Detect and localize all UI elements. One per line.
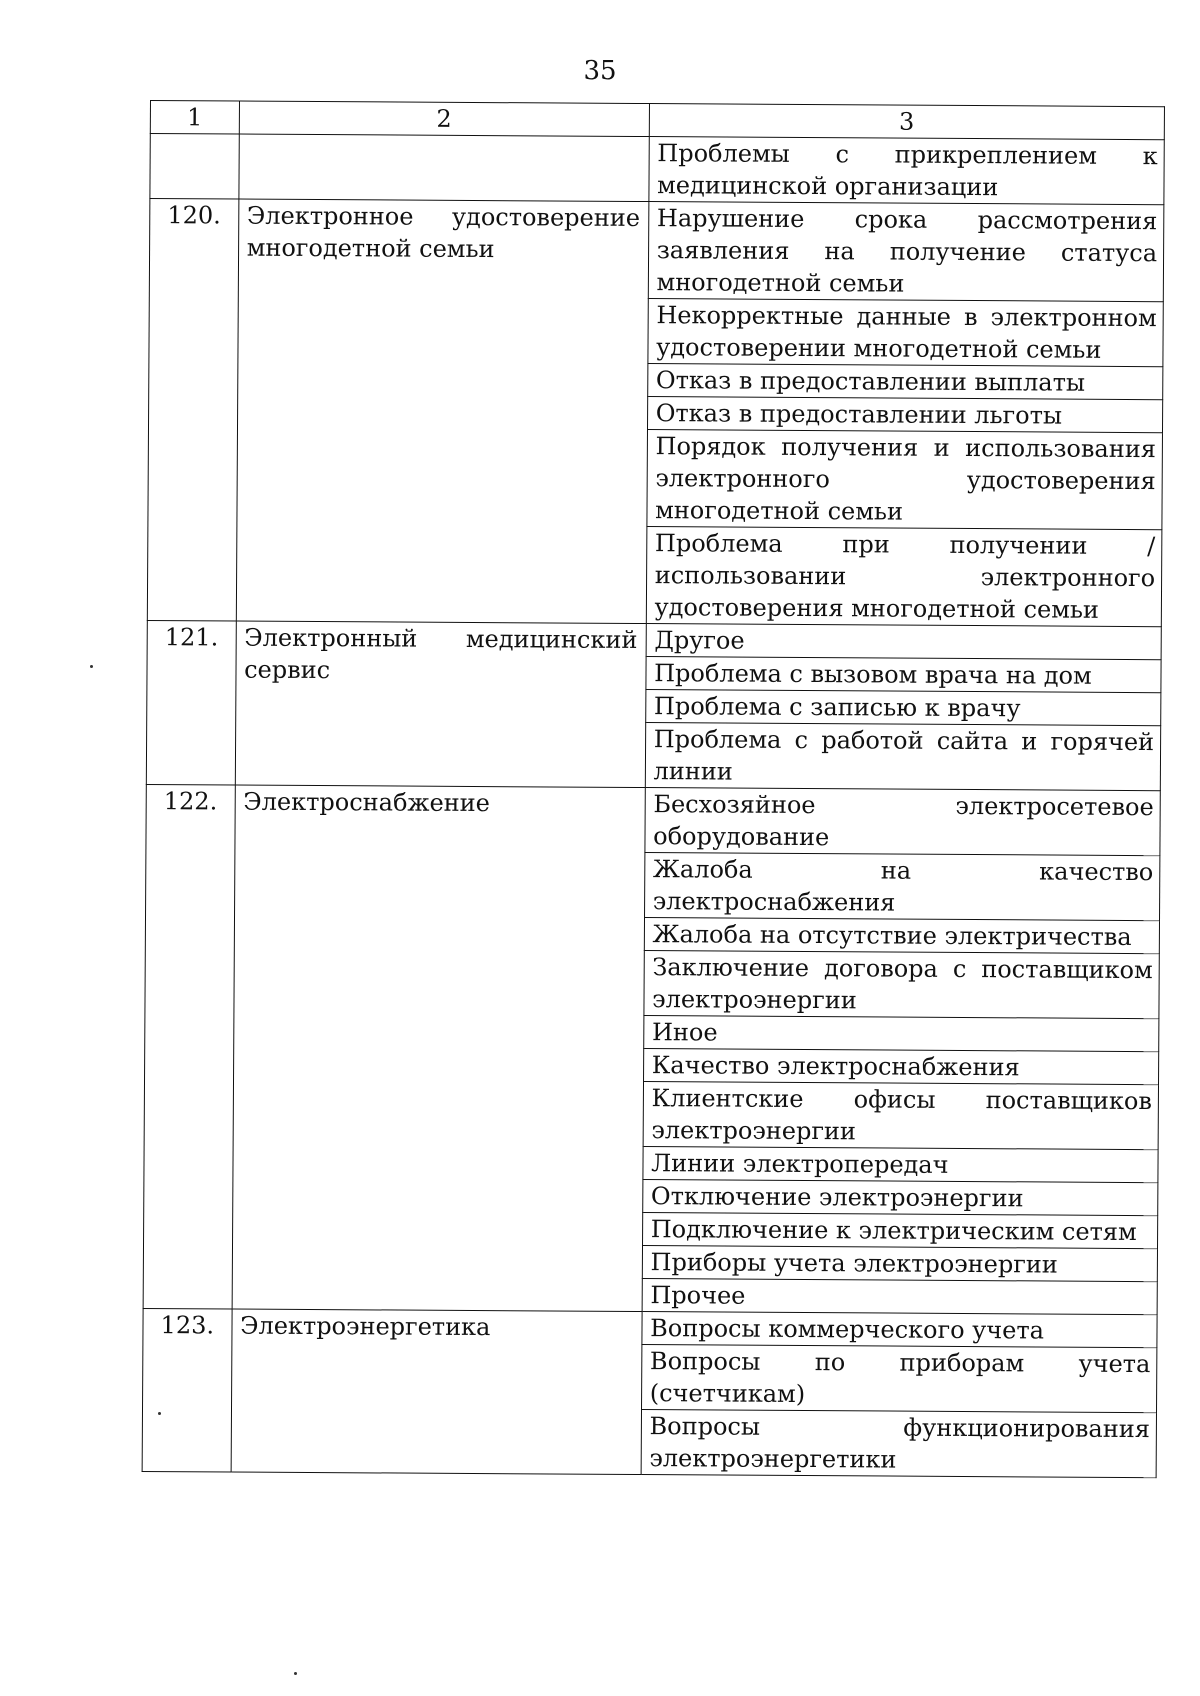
topic-cell: Некорректные данные в электронном удостоверении многодетной семьи: [648, 299, 1164, 367]
table-row: [147, 620, 1161, 659]
topic-cell: Вопросы коммерческого учета: [642, 1312, 1158, 1348]
table-row: [149, 199, 1164, 302]
topic-cell: Отказ в предоставлении льготы: [647, 397, 1163, 433]
page-number: 35: [583, 56, 617, 86]
topic-cell: Качество электроснабжения: [643, 1049, 1159, 1085]
service-name: Электроснабжение: [232, 785, 645, 1311]
table-row: [146, 784, 1160, 855]
topic-cell: Вопросы функционирования электроэнергетики: [641, 1410, 1157, 1478]
topic-cell: Иное: [643, 1016, 1159, 1052]
topic-cell: Проблема с вызовом врача на дом: [646, 657, 1162, 693]
column-header-2: 2: [239, 101, 649, 137]
row-number: 123.: [142, 1308, 232, 1472]
topic-cell: Прочее: [642, 1279, 1158, 1315]
table-row: [143, 1308, 1157, 1347]
topic-cell: Проблема с записью к врачу: [645, 690, 1161, 726]
column-header-1: 1: [150, 101, 239, 135]
service-name: Электроэнергетика: [231, 1309, 642, 1475]
topic-cell: Линии электропередач: [643, 1147, 1159, 1183]
service-name: Электронное удостоверение многодетной семьи: [236, 199, 649, 623]
row-number: [150, 134, 239, 200]
topic-cell: Отключение электроэнергии: [642, 1180, 1158, 1216]
topic-cell: Нарушение срока рассмотрения заявления на получение статуса многодетной семьи: [648, 202, 1164, 302]
topic-cell: Приборы учета электроэнергии: [642, 1246, 1158, 1282]
topic-cell: Заключение договора с поставщиком электроэнергии: [644, 951, 1160, 1019]
table-body: [142, 134, 1164, 1478]
scan-speck: [294, 1672, 297, 1675]
service-name: [239, 134, 649, 202]
column-header-3: 3: [649, 104, 1165, 140]
topic-cell: Отказ в предоставлении выплаты: [647, 364, 1163, 400]
topic-cell: Проблема при получении / использовании электронного удостоверения многодетной семьи: [646, 527, 1162, 627]
topic-cell: Проблема с работой сайта и горячей линии: [645, 723, 1161, 791]
topic-cell: Вопросы по приборам учета (счетчикам): [641, 1345, 1157, 1413]
scan-speck: [158, 1412, 161, 1415]
topic-cell: Подключение к электрическим сетям: [642, 1213, 1158, 1249]
topic-cell: Жалоба на качество электроснабжения: [644, 853, 1160, 921]
topic-cell: Проблемы с прикреплением к медицинской организации: [649, 137, 1165, 205]
row-number: 121.: [146, 620, 236, 785]
row-number: 120.: [147, 199, 238, 622]
topic-cell: Жалоба на отсутствие электричества: [644, 918, 1160, 954]
topic-cell: Порядок получения и использования электронного удостоверения многодетной семьи: [647, 430, 1163, 530]
topic-cell: Другое: [646, 624, 1162, 660]
topic-cell: Клиентские офисы поставщиков электроэнергии: [643, 1082, 1159, 1150]
table-row: [150, 134, 1164, 205]
topic-cell: Бесхозяйное электросетевое оборудование: [645, 788, 1161, 856]
classifier-table: [142, 100, 1165, 1478]
row-number: 122.: [143, 784, 235, 1309]
scan-speck: [90, 665, 93, 668]
service-name: Электронный медицинский сервис: [235, 621, 646, 788]
